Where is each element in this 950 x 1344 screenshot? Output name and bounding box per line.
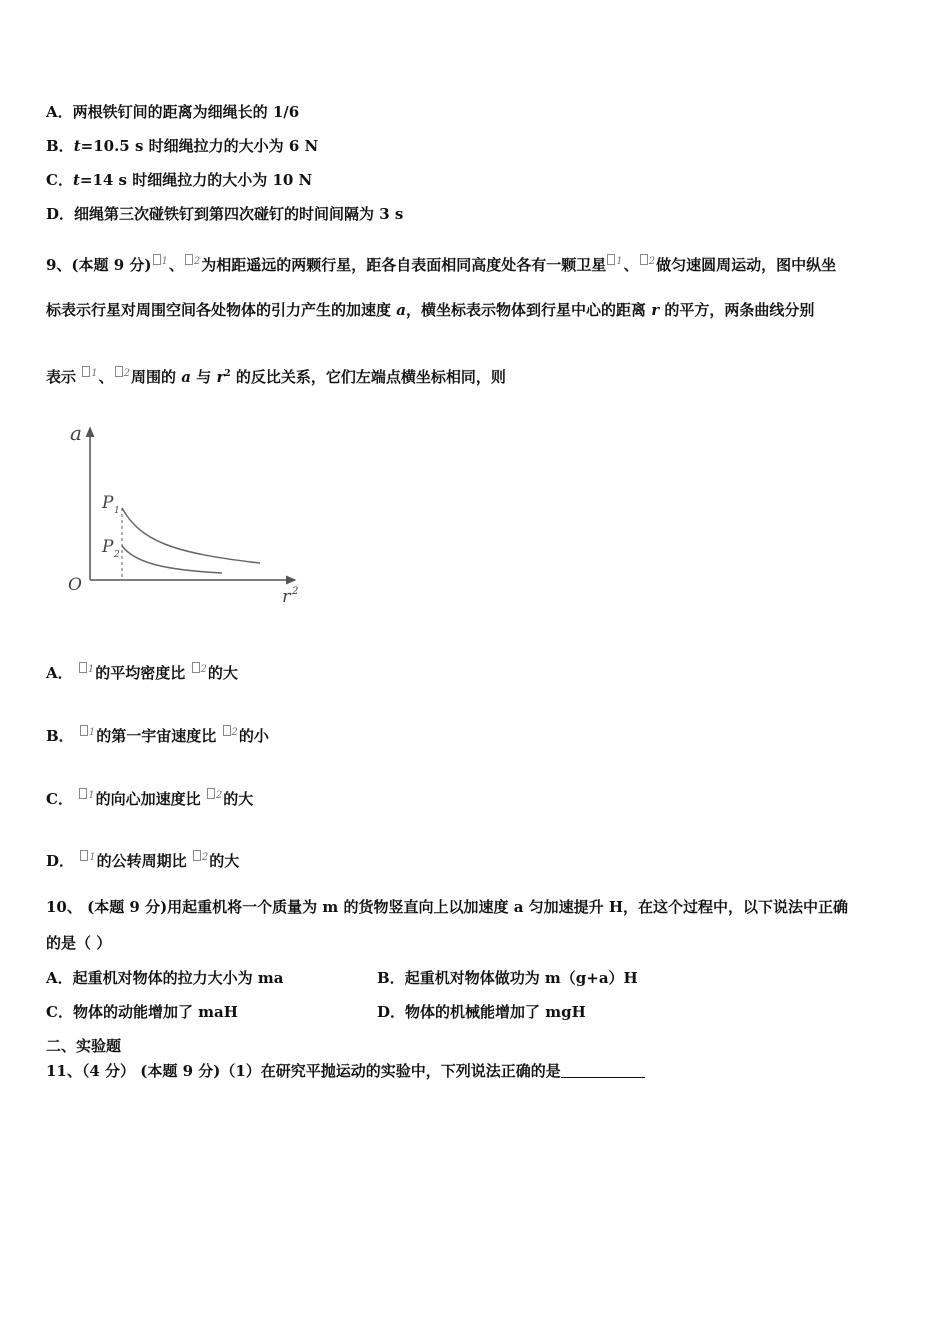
option-letter: A． bbox=[46, 664, 73, 682]
stem-text: 周围的 bbox=[131, 368, 182, 386]
stem-text: ，横坐标表示物体到行星中心的距离 bbox=[405, 301, 652, 319]
option-text: 的向心加速度比 bbox=[95, 790, 201, 808]
q10-stem-line1: 10、 (本题 9 分)用起重机将一个质量为 m 的货物竖直向上以加速度 a 匀加速提升 H，在这个过程中，以下说法中正确 bbox=[46, 898, 849, 916]
option-text: 物体的动能增加了 maH bbox=[72, 1003, 238, 1021]
q9-option-c bbox=[46, 786, 253, 809]
q9-stem-line3 bbox=[46, 364, 506, 387]
q10-option-b bbox=[377, 968, 638, 988]
satellite-symbol-icon: 2 bbox=[640, 252, 655, 272]
q8-option-d bbox=[46, 204, 403, 224]
curve-p1 bbox=[122, 508, 260, 563]
option-text: 两根铁钉间的距离为细绳长的 1/6 bbox=[72, 103, 300, 121]
option-text: 的平均密度比 bbox=[95, 664, 186, 682]
option-text: =10.5 s 时细绳拉力的大小为 6 N bbox=[80, 137, 319, 155]
answer-blank[interactable] bbox=[561, 1061, 645, 1078]
p2-label: P bbox=[102, 537, 114, 557]
q9-stem-line2 bbox=[46, 300, 814, 320]
stem-text: 标表示行星对周围空间各处物体的引力产生的加速度 bbox=[46, 301, 397, 319]
acceleration-graph bbox=[60, 418, 310, 608]
separator: 、 bbox=[623, 256, 639, 274]
satellite-symbol-icon: 1 bbox=[607, 252, 622, 272]
q10-option-d bbox=[377, 1002, 586, 1022]
q10-stem-line2: 的是（ ） bbox=[46, 934, 112, 952]
option-text: 物体的机械能增加了 mgH bbox=[405, 1003, 586, 1021]
stem-text: 的反比关系，它们左端点横坐标相同，则 bbox=[230, 368, 506, 386]
x-axis-label: r bbox=[282, 586, 291, 607]
var-r: r bbox=[651, 301, 660, 319]
stem-text: 的平方，两条曲线分别 bbox=[659, 301, 815, 319]
q9-option-b bbox=[46, 723, 269, 746]
stem-text: 表示 bbox=[46, 368, 77, 386]
option-text: 的公转周期比 bbox=[96, 852, 187, 870]
option-text: 细绳第三次碰铁钉到第四次碰钉的时间间隔为 3 s bbox=[74, 205, 404, 223]
planet-symbol-icon: 2 bbox=[115, 364, 130, 384]
planet-symbol-icon: 1 bbox=[153, 252, 168, 272]
q9-option-d bbox=[46, 848, 239, 871]
q8-option-c bbox=[46, 170, 312, 190]
planet-symbol-icon: 2 bbox=[185, 252, 200, 272]
planet-symbol-icon: 1 bbox=[82, 364, 97, 384]
y-axis-label: a bbox=[70, 421, 82, 445]
q8-option-a bbox=[46, 102, 299, 122]
curve-p2 bbox=[122, 546, 222, 573]
section-heading: 二、实验题 bbox=[46, 1037, 122, 1055]
p2-subscript: 2 bbox=[114, 550, 120, 560]
option-text: 的大 bbox=[209, 852, 240, 870]
option-letter: A． bbox=[46, 103, 73, 121]
option-text: =14 s 时细绳拉力的大小为 10 N bbox=[79, 171, 313, 189]
q9-option-a bbox=[46, 660, 238, 683]
q10-option-c bbox=[46, 1002, 238, 1022]
planet-symbol-icon: 1 bbox=[79, 660, 94, 680]
q9-stem-line1 bbox=[46, 252, 836, 275]
question-number: 9、(本题 9 分) bbox=[46, 256, 152, 274]
option-letter: A． bbox=[46, 969, 73, 987]
option-letter: D． bbox=[46, 852, 75, 870]
satellite-symbol-icon: 2 bbox=[193, 848, 208, 868]
option-letter: D． bbox=[46, 205, 75, 223]
x-axis-exponent: 2 bbox=[292, 586, 299, 597]
origin-label: O bbox=[68, 575, 82, 595]
option-letter: B． bbox=[46, 137, 74, 155]
var-a: a bbox=[181, 368, 191, 386]
stem-text: 与 bbox=[190, 368, 217, 386]
option-letter: C． bbox=[46, 790, 73, 808]
stem-text: 11、（4 分） (本题 9 分)（1）在研究平抛运动的实验中，下列说法正确的是 bbox=[46, 1062, 561, 1080]
q10-option-a bbox=[46, 968, 283, 988]
q11-stem bbox=[46, 1061, 645, 1081]
planet-symbol-icon: 1 bbox=[80, 723, 95, 743]
satellite-symbol-icon: 2 bbox=[207, 786, 222, 806]
planet-symbol-icon: 2 bbox=[192, 660, 207, 680]
option-letter: B． bbox=[377, 969, 405, 987]
satellite-symbol-icon: 1 bbox=[79, 786, 94, 806]
var-t: t bbox=[73, 137, 81, 155]
stem-text: 做匀速圆周运动，图中纵坐 bbox=[656, 256, 837, 274]
q8-option-b bbox=[46, 136, 318, 156]
p1-subscript: 1 bbox=[114, 506, 120, 516]
option-text: 的大 bbox=[223, 790, 254, 808]
var-a: a bbox=[396, 301, 406, 319]
p1-label: P bbox=[102, 493, 114, 513]
option-letter: C． bbox=[46, 171, 73, 189]
option-text: 的小 bbox=[238, 727, 269, 745]
stem-text: 为相距遥远的两颗行星，距各自表面相同高度处各有一颗卫星 bbox=[201, 256, 607, 274]
option-letter: B． bbox=[46, 727, 74, 745]
option-text: 的第一宇宙速度比 bbox=[96, 727, 217, 745]
option-text: 的大 bbox=[207, 664, 238, 682]
planet-symbol-icon: 2 bbox=[223, 723, 238, 743]
var-r: r bbox=[216, 368, 225, 386]
separator: 、 bbox=[98, 368, 114, 386]
var-t: t bbox=[72, 171, 80, 189]
option-text: 起重机对物体的拉力大小为 ma bbox=[72, 969, 284, 987]
satellite-symbol-icon: 1 bbox=[80, 848, 95, 868]
option-text: 起重机对物体做功为 m（g+a）H bbox=[404, 969, 638, 987]
separator: 、 bbox=[168, 256, 184, 274]
option-letter: C． bbox=[46, 1003, 73, 1021]
exponent: 2 bbox=[224, 369, 231, 379]
option-letter: D． bbox=[377, 1003, 406, 1021]
